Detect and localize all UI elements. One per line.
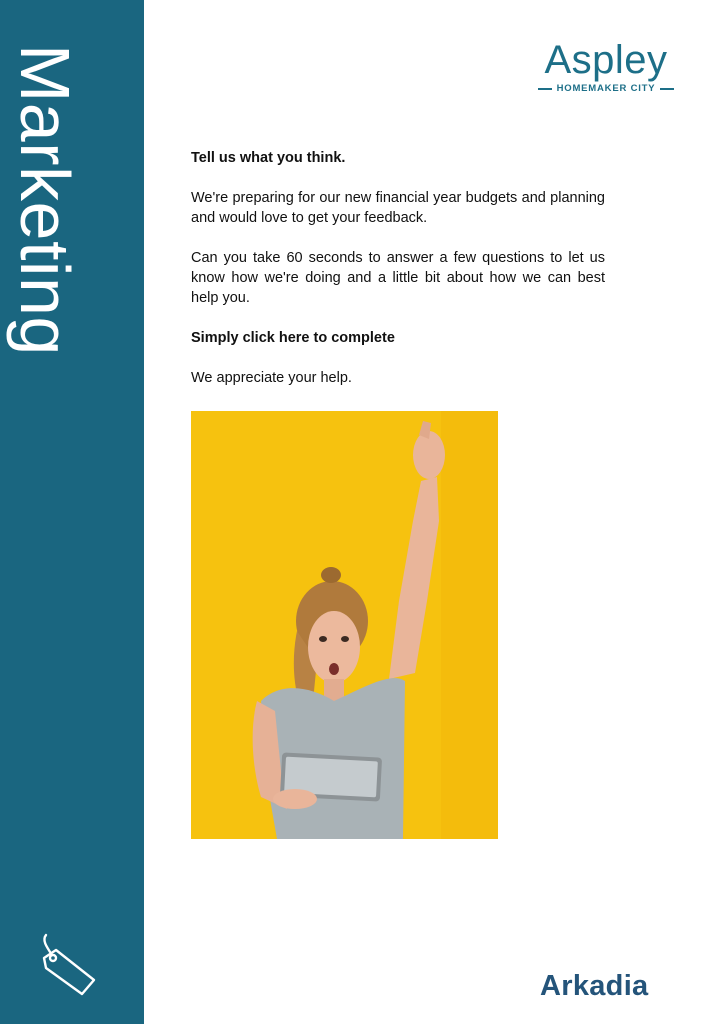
brand-name: Aspley: [544, 38, 668, 82]
logo-rule-right: [660, 88, 674, 90]
brand-subtitle-row: [536, 83, 676, 94]
sidebar-title: Marketing: [6, 44, 84, 356]
message-heading: Tell us what you think.: [191, 150, 346, 166]
logo-rule-left: [538, 88, 552, 90]
photo-illustration: [191, 411, 498, 839]
message-closing: We appreciate your help.: [191, 370, 352, 386]
tag-icon: [36, 932, 102, 998]
message-body: [191, 148, 605, 408]
celebrating-woman-photo: [191, 411, 498, 839]
message-paragraph-budget: We're preparing for our new financial year budgets and planning and would love to get your feedback.: [191, 190, 605, 226]
survey-link[interactable]: Simply click here to complete: [191, 330, 395, 346]
brand-subtitle: HOMEMAKER CITY: [556, 83, 656, 94]
message-paragraph-survey: Can you take 60 seconds to answer a few questions to let us know how we're doing and a little bit about how we can best help you.: [191, 250, 605, 306]
sidebar: [0, 0, 144, 1024]
aspley-logo: [536, 40, 676, 94]
arkadia-logo: Arkadia: [540, 970, 649, 1002]
